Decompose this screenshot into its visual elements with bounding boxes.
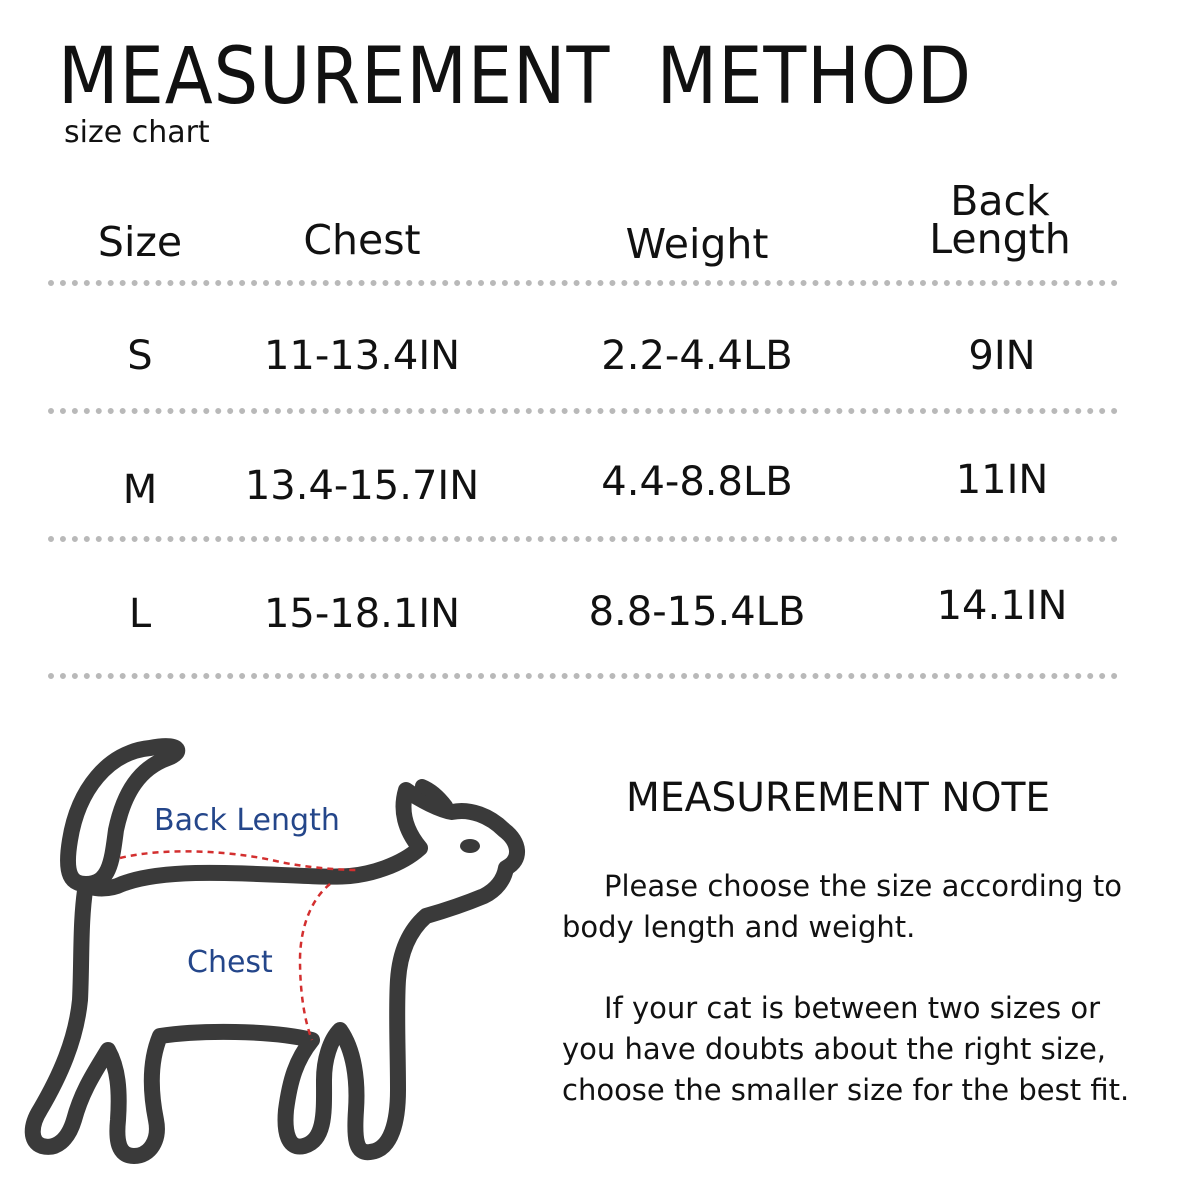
cell-size: M — [122, 467, 158, 513]
cat-main-outline — [33, 790, 517, 1156]
table-divider — [48, 408, 1118, 414]
cell-size: L — [128, 591, 152, 637]
note-paragraph-2: If your cat is between two sizes or you have doubts about the right size, choose the smaller size for the best fit. — [562, 991, 1130, 1107]
column-header-size: Size — [97, 218, 183, 266]
column-header-weight: Weight — [625, 220, 769, 268]
note-title: MEASUREMENT NOTE — [626, 775, 1051, 821]
column-header-back-length-line1: Back — [950, 177, 1050, 225]
cell-weight: 4.4-8.8LB — [601, 459, 793, 505]
page-title: MEASUREMENT METHOD — [58, 32, 972, 122]
cell-weight: 2.2-4.4LB — [601, 333, 793, 379]
note-paragraph-1: Please choose the size according to body length and weight. — [562, 869, 1122, 944]
cell-chest: 11-13.4IN — [263, 333, 461, 379]
column-header-chest: Chest — [303, 216, 421, 264]
cell-back-length: 9IN — [968, 333, 1036, 379]
table-divider — [48, 280, 1118, 286]
back-length-label: Back Length — [154, 803, 340, 838]
cell-back-length: 14.1IN — [936, 583, 1068, 629]
cell-weight: 8.8-15.4LB — [588, 589, 806, 635]
cell-back-length: 11IN — [955, 457, 1049, 503]
cell-chest: 15-18.1IN — [263, 591, 461, 637]
cat-outline-icon — [0, 700, 560, 1200]
cat-eye — [460, 839, 480, 853]
chest-label: Chest — [187, 945, 273, 980]
table-divider — [48, 536, 1118, 542]
page-subtitle: size chart — [64, 115, 210, 150]
table-divider — [48, 673, 1118, 679]
chest-measure-line — [300, 884, 330, 1040]
column-header-back-length — [929, 177, 1071, 263]
column-header-back-length-line2: Length — [929, 215, 1071, 263]
cell-chest: 13.4-15.7IN — [244, 463, 480, 509]
cell-size: S — [127, 333, 153, 379]
